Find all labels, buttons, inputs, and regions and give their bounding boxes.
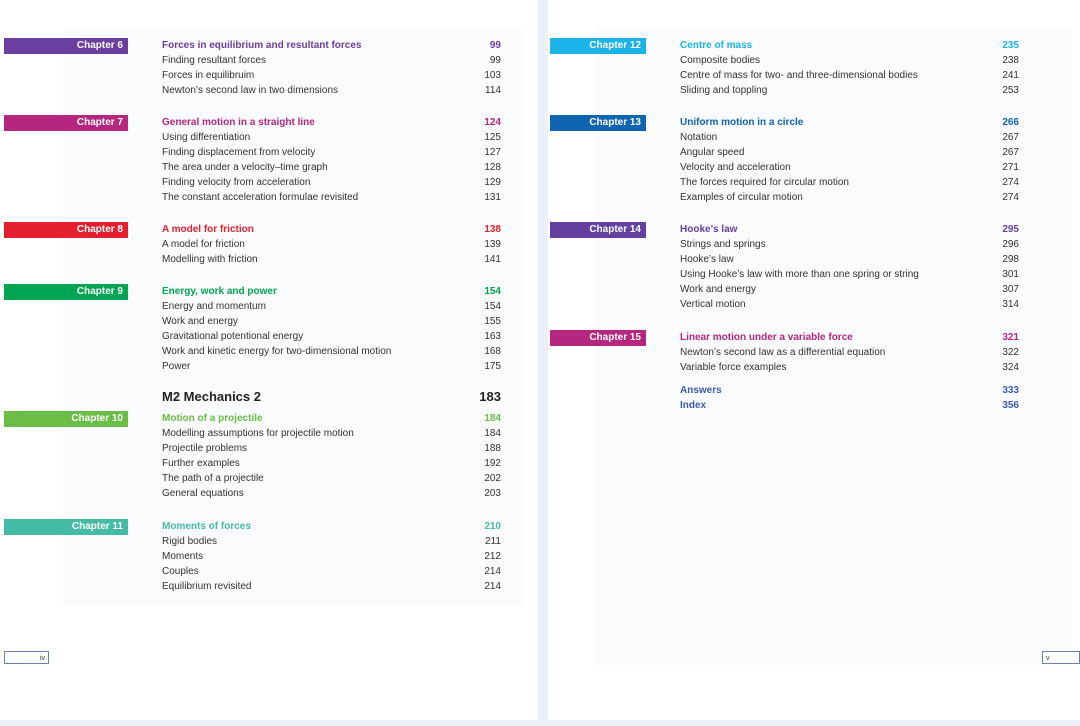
chapter-label: Chapter 15 <box>550 330 646 346</box>
toc-entry[interactable]: Using differentiation <box>162 132 251 143</box>
toc-entry-page: 103 <box>484 70 501 81</box>
chapter-title[interactable]: Uniform motion in a circle <box>680 117 804 128</box>
chapter-title[interactable]: Energy, work and power <box>162 286 277 297</box>
toc-entry-page: 271 <box>1002 162 1019 173</box>
toc-entry-page: 139 <box>484 239 501 250</box>
toc-entry[interactable]: The forces required for circular motion <box>680 177 849 188</box>
toc-entry-page: 184 <box>484 428 501 439</box>
chapter-label: Chapter 12 <box>550 38 646 54</box>
toc-entry[interactable]: A model for friction <box>162 239 245 250</box>
chapter-title-page: 235 <box>1002 40 1019 51</box>
toc-entry-page: 175 <box>484 361 501 372</box>
toc-entry[interactable]: Strings and springs <box>680 239 766 250</box>
chapter-title[interactable]: Hooke’s law <box>680 224 738 235</box>
toc-entry[interactable]: Work and energy <box>680 284 756 295</box>
toc-entry-page: 296 <box>1002 239 1019 250</box>
toc-entry[interactable]: Energy and momentum <box>162 301 266 312</box>
toc-entry-page: 192 <box>484 458 501 469</box>
toc-entry-page: 241 <box>1002 70 1019 81</box>
toc-entry-page: 267 <box>1002 147 1019 158</box>
chapter-title[interactable]: Linear motion under a variable force <box>680 332 853 343</box>
chapter-title[interactable]: Centre of mass <box>680 40 753 51</box>
chapter-title-page: 321 <box>1002 332 1019 343</box>
toc-entry[interactable]: Modelling assumptions for projectile motion <box>162 428 354 439</box>
toc-entry[interactable]: Gravitational potentional energy <box>162 331 304 342</box>
chapter-label: Chapter 8 <box>4 222 128 238</box>
toc-entry-page: 238 <box>1002 55 1019 66</box>
chapter-title[interactable]: Motion of a projectile <box>162 413 263 424</box>
toc-entry-page: 267 <box>1002 132 1019 143</box>
chapter-title-page: 99 <box>489 40 501 51</box>
toc-entry-page: 125 <box>484 132 501 143</box>
left-page <box>0 0 538 720</box>
chapter-title-page: 210 <box>484 521 501 532</box>
toc-extra-entry[interactable]: Answers <box>680 385 722 396</box>
chapter-title[interactable]: A model for friction <box>162 224 254 235</box>
page-number-box <box>1042 651 1080 664</box>
toc-entry[interactable]: Work and energy <box>162 316 238 327</box>
toc-entry[interactable]: Angular speed <box>680 147 745 158</box>
toc-entry[interactable]: Modelling with friction <box>162 254 258 265</box>
toc-entry[interactable]: Couples <box>162 566 199 577</box>
chapter-title-page: 184 <box>484 413 501 424</box>
chapter-label: Chapter 10 <box>4 411 128 427</box>
toc-entry[interactable]: Variable force examples <box>680 362 787 373</box>
toc-entry-page: 274 <box>1002 192 1019 203</box>
toc-entry[interactable]: Composite bodies <box>680 55 761 66</box>
toc-entry-page: 322 <box>1002 347 1019 358</box>
toc-entry-page: 324 <box>1002 362 1019 373</box>
toc-entry[interactable]: Newton’s second law as a differential equation <box>680 347 886 358</box>
toc-entry-page: 163 <box>484 331 501 342</box>
page-number-box <box>4 651 49 664</box>
toc-entry[interactable]: The area under a velocity–time graph <box>162 162 328 173</box>
chapter-title-page: 154 <box>484 286 501 297</box>
toc-entry-page: 211 <box>485 536 501 547</box>
toc-entry-page: 154 <box>484 301 501 312</box>
chapter-label: Chapter 11 <box>4 519 128 535</box>
toc-entry[interactable]: Newton’s second law in two dimensions <box>162 85 339 96</box>
toc-entry-page: 202 <box>484 473 501 484</box>
chapter-title[interactable]: Moments of forces <box>162 521 251 532</box>
toc-entry-page: 131 <box>484 192 501 203</box>
toc-entry[interactable]: Work and kinetic energy for two-dimensional motion <box>162 346 392 357</box>
toc-entry-page: 298 <box>1002 254 1019 265</box>
toc-entry-page: 99 <box>489 55 501 66</box>
chapter-label: Chapter 9 <box>4 284 128 300</box>
toc-entry-page: 212 <box>484 551 501 562</box>
chapter-title[interactable]: Forces in equilibrium and resultant forces <box>162 40 362 51</box>
chapter-title[interactable]: General motion in a straight line <box>162 117 315 128</box>
chapter-title-page: 266 <box>1002 117 1019 128</box>
toc-entry-page: 214 <box>484 581 501 592</box>
toc-entry[interactable]: Finding velocity from acceleration <box>162 177 311 188</box>
toc-entry-page: 127 <box>484 147 501 158</box>
toc-entry[interactable]: Moments <box>162 551 204 562</box>
chapter-label: Chapter 6 <box>4 38 128 54</box>
section-page: 183 <box>479 389 501 404</box>
toc-entry-page: 203 <box>484 488 501 499</box>
toc-entry[interactable]: Equilibrium revisited <box>162 581 252 592</box>
toc-entry[interactable]: Examples of circular motion <box>680 192 803 203</box>
toc-entry-page: 307 <box>1002 284 1019 295</box>
chapter-label: Chapter 7 <box>4 115 128 131</box>
toc-entry-page: 314 <box>1002 299 1019 310</box>
toc-entry-page: 188 <box>484 443 501 454</box>
toc-entry[interactable]: Velocity and acceleration <box>680 162 791 173</box>
toc-entry[interactable]: Finding resultant forces <box>162 55 266 66</box>
toc-entry[interactable]: The constant acceleration formulae revisited <box>162 192 359 203</box>
chapter-title-page: 295 <box>1002 224 1019 235</box>
toc-entry[interactable]: Further examples <box>162 458 240 469</box>
page-number: v <box>1046 655 1050 662</box>
toc-extra-page: 356 <box>1002 400 1019 411</box>
toc-entry[interactable]: Power <box>162 361 191 372</box>
toc-entry-page: 253 <box>1002 85 1019 96</box>
page-number: iv <box>39 655 45 662</box>
chapter-label: Chapter 14 <box>550 222 646 238</box>
toc-extra-entry[interactable]: Index <box>680 400 707 411</box>
toc-entry[interactable]: Sliding and toppling <box>680 85 768 96</box>
toc-entry-page: 128 <box>484 162 501 173</box>
toc-entry-page: 168 <box>484 346 501 357</box>
section-title: M2 Mechanics 2 <box>162 389 261 404</box>
toc-entry[interactable]: Vertical motion <box>680 299 746 310</box>
toc-entry[interactable]: Notation <box>680 132 718 143</box>
chapter-label: Chapter 13 <box>550 115 646 131</box>
toc-entry[interactable]: Centre of mass for two- and three-dimensional bodies <box>680 70 918 81</box>
toc-entry-page: 301 <box>1002 269 1019 280</box>
toc-entry[interactable]: General equations <box>162 488 244 499</box>
toc-entry-page: 129 <box>484 177 501 188</box>
toc-extra-page: 333 <box>1002 385 1019 396</box>
toc-entry-page: 141 <box>484 254 501 265</box>
toc-entry-page: 114 <box>485 85 501 96</box>
toc-entry-page: 214 <box>484 566 501 577</box>
toc-entry[interactable]: Hooke’s law <box>680 254 734 265</box>
chapter-title-page: 138 <box>484 224 501 235</box>
toc-entry-page: 155 <box>484 316 501 327</box>
chapter-title-page: 124 <box>484 117 501 128</box>
toc-entry[interactable]: The path of a projectile <box>162 473 264 484</box>
toc-entry[interactable]: Projectile problems <box>162 443 248 454</box>
toc-entry[interactable]: Forces in equilibruim <box>162 70 255 81</box>
toc-entry[interactable]: Finding displacement from velocity <box>162 147 316 158</box>
toc-entry[interactable]: Using Hooke’s law with more than one spring or string <box>680 269 919 280</box>
toc-entry-page: 274 <box>1002 177 1019 188</box>
toc-entry[interactable]: Rigid bodies <box>162 536 218 547</box>
